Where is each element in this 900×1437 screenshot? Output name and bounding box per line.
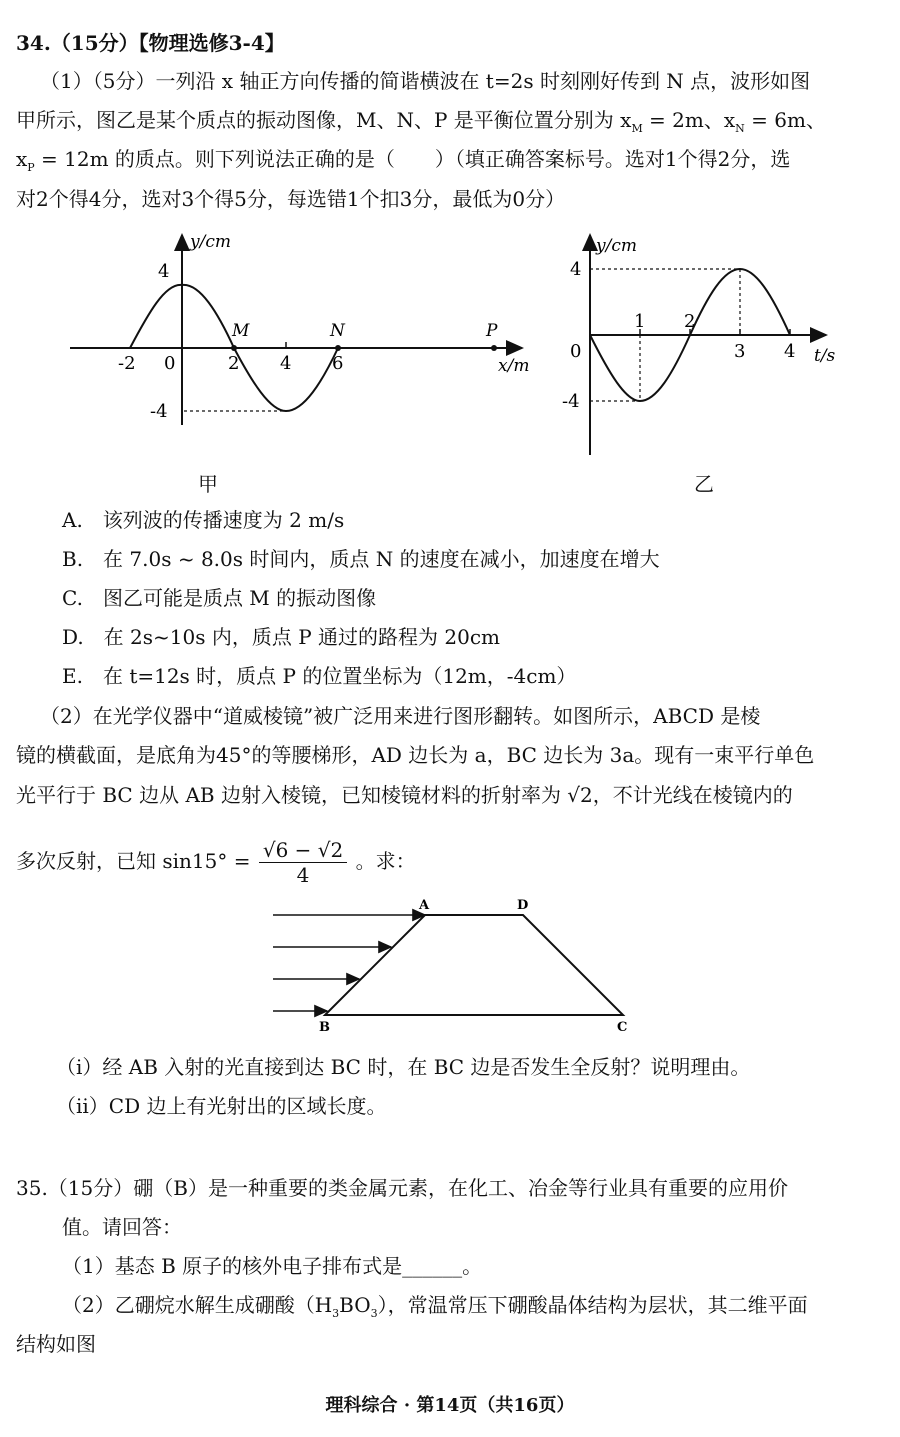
q34-part2-line4: 多次反射，已知 sin15° = $\frac{√6 - √2}{4}$ 。求：: [16, 838, 416, 887]
label-p: P: [486, 321, 498, 341]
ttick-label: 4: [784, 341, 796, 362]
q34-part2-line1: （2）在光学仪器中“道威棱镜”被广泛用来进行图形翻转。如图所示，ABCD 是棱: [40, 704, 761, 728]
point-n: [335, 345, 341, 351]
q34-part2-line2: 镜的横截面，是底角为45°的等腰梯形，AD 边长为 a，BC 边长为 3a。现有一束平行单色: [16, 743, 815, 767]
xtick-label: 6: [332, 353, 344, 374]
point-p: [491, 345, 497, 351]
q34-part1-line2: 甲所示，图乙是某个质点的振动图像，M、N、P 是平衡位置分别为 $x_M = 2m$、$x_N = 6m$、: [16, 108, 826, 135]
vertex-a-label: A: [419, 898, 430, 913]
sin15-fraction: $\frac{√6 - √2}{4}$: [259, 838, 347, 887]
y-axis-label: y/cm: [190, 232, 231, 252]
q35-line1: 35.（15分）硼（B）是一种重要的类金属元素，在化工、冶金等行业具有重要的应用价: [16, 1176, 788, 1200]
ytick-neg: -4: [562, 391, 580, 412]
t-axis-label: t/s: [814, 346, 836, 366]
point-m: [231, 345, 237, 351]
x-axis-label: x/m: [498, 356, 530, 376]
question-34-heading: 34.（15分）【物理选修3-4】: [16, 31, 285, 55]
q34-part2-line3: 光平行于 BC 边从 AB 边射入棱镜，已知棱镜材料的折射率为 √2，不计光线在棱镜内的: [16, 783, 793, 807]
q34-subquestion-i: （ⅰ）经 AB 入射的光直接到达 BC 时，在 BC 边是否发生全反射？说明理由。: [56, 1055, 751, 1079]
vertex-d-label: D: [517, 898, 529, 913]
q34-part1-line1: （1）（5分）一列沿 x 轴正方向传播的简谐横波在 t=2s 时刻刚好传到 N 点，波形如图: [40, 69, 811, 93]
option-d: D. 在 2s~10s 内，质点 P 通过的路程为 20cm: [62, 625, 500, 649]
xtick-label: 4: [280, 353, 292, 374]
label-n: N: [330, 321, 345, 341]
xtick-label: 0: [164, 353, 176, 374]
q34-part1-line4: 对2个得4分，选对3个得5分，每选错1个扣3分，最低为0分）: [16, 187, 566, 211]
vertex-c-label: C: [617, 1020, 628, 1035]
ytick-pos: 4: [570, 259, 582, 280]
ttick-label: 2: [684, 311, 696, 332]
xtick-label: 2: [228, 353, 240, 374]
ytick-neg: -4: [150, 401, 168, 422]
q34-subquestion-ii: （ⅱ）CD 边上有光射出的区域长度。: [56, 1094, 387, 1118]
page-footer: 理科综合 · 第14页（共16页）: [325, 1395, 575, 1416]
label-m: M: [232, 321, 250, 341]
ttick-label: 1: [634, 311, 646, 332]
option-e: E. 在 t=12s 时，质点 P 的位置坐标为（12m，-4cm）: [62, 664, 577, 688]
q35-line5: 结构如图: [16, 1332, 96, 1356]
xtick-label: -2: [118, 353, 136, 374]
figure-a-caption: 甲: [198, 472, 218, 496]
origin-label: 0: [570, 341, 582, 362]
prism-outline: [325, 915, 623, 1015]
ttick-label: 3: [734, 341, 746, 362]
q34-part1-line3: $x_P = 12m$ 的质点。则下列说法正确的是（ ）（填正确答案标号。选对1个得2分，选: [16, 147, 791, 174]
q35-line3: （1）基态 B 原子的核外电子排布式是______。: [62, 1254, 483, 1278]
wave-graph-a: [60, 225, 540, 425]
option-b: B. 在 7.0s ~ 8.0s 时间内，质点 N 的速度在减小，加速度在增大: [62, 547, 660, 571]
ytick-pos: 4: [158, 261, 170, 282]
option-a: A. 该列波的传播速度为 2 m/s: [62, 508, 345, 532]
y-axis-label: y/cm: [596, 236, 637, 256]
figure-b-caption: 乙: [694, 472, 714, 496]
vibration-graph-b: [560, 225, 850, 460]
q35-line2: 值。请回答：: [62, 1215, 182, 1239]
option-c: C. 图乙可能是质点 M 的振动图像: [62, 586, 377, 610]
vertex-b-label: B: [319, 1020, 330, 1035]
q35-line4: （2）乙硼烷水解生成硼酸$(H_3BO_3)$，常温常压下硼酸晶体结构为层状，其二维平面: [62, 1293, 808, 1320]
prism-diagram: [265, 895, 645, 1035]
